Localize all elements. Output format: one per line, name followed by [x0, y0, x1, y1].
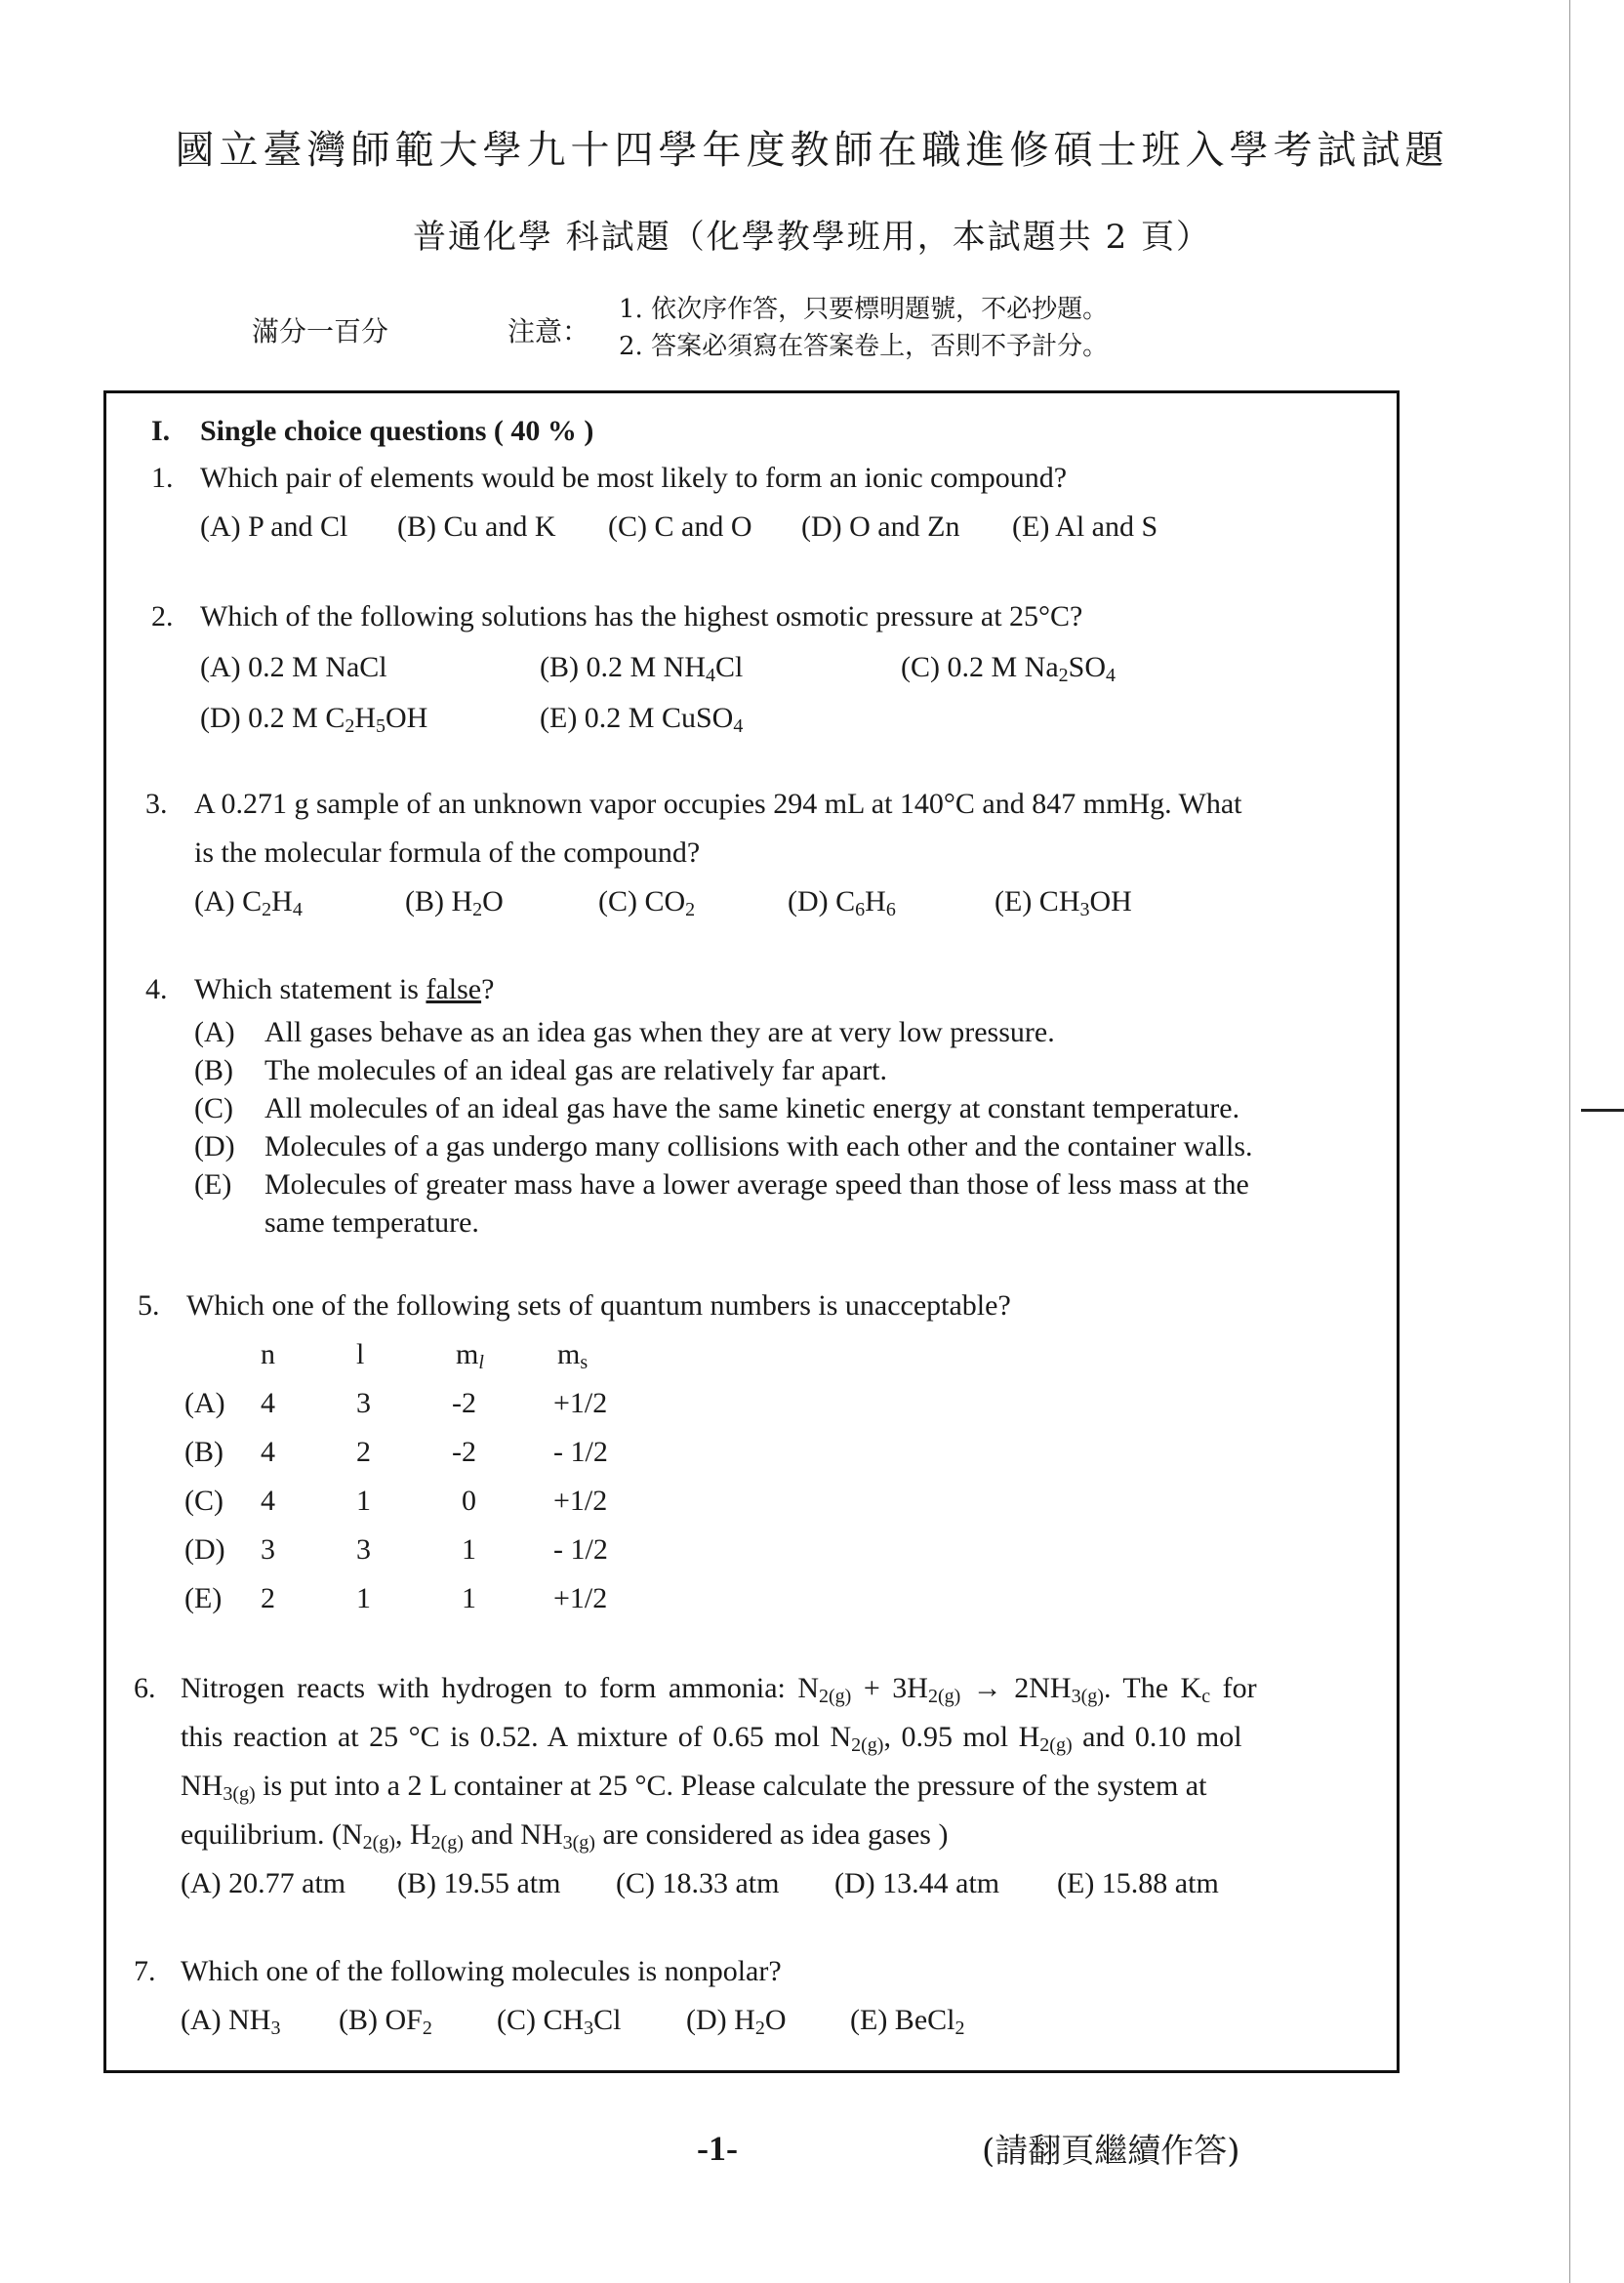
section-number: I. [151, 415, 171, 447]
q3-option-c: (C) $CO_2$ [598, 885, 696, 920]
q2-number: 2. [151, 600, 174, 632]
q1-text: Which pair of elements would be most likely to form an ionic compound? [200, 462, 1068, 494]
q7-option-b: (B) $OF_2$ [339, 2004, 432, 2039]
q4-text: Which statement is false? [194, 973, 495, 1005]
q2-option-a: (A) 0.2 M NaCl [200, 651, 387, 683]
q3-option-a: (A) $C_2H_4$ [194, 885, 303, 920]
question-box [103, 390, 1400, 2073]
exam-subtitle: 普通化學 科試題（化學教學班用，本試題共 2 頁） [412, 218, 1212, 257]
q5-row-ml: 1 [462, 1533, 476, 1566]
section-title: Single choice questions ( 40 % ) [200, 415, 594, 447]
q6-text-line3: $NH_{3(g)}$ is put into a 2 L container at 25 °C. Please calculate the pressure of the system at [181, 1770, 1207, 1805]
q2-text: Which of the following solutions has the highest osmotic pressure at 25°C? [200, 600, 1083, 632]
q4-option-text: The molecules of an ideal gas are relatively far apart. [264, 1054, 888, 1086]
q3-option-b: (B) $H_2O$ [405, 885, 504, 920]
q5-header-n: n [261, 1338, 275, 1370]
notice-item-2: 2. 答案必須寫在答案卷上，否則不予計分。 [619, 332, 1109, 361]
q5-row-n: 4 [261, 1436, 275, 1468]
q5-row-label: (D) [184, 1533, 225, 1566]
q7-text: Which one of the following molecules is nonpolar? [181, 1955, 782, 1987]
q2-option-e: (E) 0.2 M CuSO$_4$ [540, 702, 744, 737]
q5-row-ml: -2 [452, 1436, 476, 1468]
q4-option-label: (B) [194, 1054, 233, 1086]
q6-number: 6. [134, 1672, 156, 1704]
q3-option-d: (D) $C_6H_6$ [788, 885, 896, 920]
page-number: -1- [697, 2129, 738, 2168]
q5-header-l: l [356, 1338, 365, 1370]
q5-row-n: 4 [261, 1387, 275, 1419]
q4-option-label: (A) [194, 1016, 235, 1048]
q5-text: Which one of the following sets of quantum numbers is unacceptable? [186, 1289, 1011, 1322]
q5-row-ms: +1/2 [553, 1387, 608, 1419]
q5-header-ml: $m_l$ [456, 1338, 484, 1373]
q5-row-ml: 0 [462, 1485, 476, 1517]
q1-number: 1. [151, 462, 174, 494]
q4-number: 4. [145, 973, 168, 1005]
q1-option-b: (B) Cu and K [397, 510, 556, 543]
score-label: 滿分一百分 [252, 315, 389, 347]
notice-item-1: 1. 依次序作答，只要標明題號，不必抄題。 [619, 295, 1109, 324]
q6-option-d: (D) 13.44 atm [834, 1867, 1000, 1899]
q2-option-c: (C) 0.2 M $Na_2SO_4$ [901, 651, 1116, 686]
q6-option-c: (C) 18.33 atm [616, 1867, 780, 1899]
q5-row-ml: -2 [452, 1387, 476, 1419]
q4-option-text: Molecules of greater mass have a lower average speed than those of less mass at the [264, 1168, 1249, 1201]
q5-row-n: 2 [261, 1582, 275, 1614]
q5-row-ml: 1 [462, 1582, 476, 1614]
q5-row-l: 1 [356, 1582, 371, 1614]
scan-edge-line [1569, 0, 1570, 2283]
q5-row-l: 1 [356, 1485, 371, 1517]
q3-number: 3. [145, 788, 168, 820]
q4-option-e-continuation: same temperature. [264, 1206, 479, 1239]
q5-header-ms: $m_s$ [557, 1338, 589, 1373]
q5-row-ms: +1/2 [553, 1485, 608, 1517]
q5-row-ms: - 1/2 [553, 1436, 608, 1468]
q6-text-line1: Nitrogen reacts with hydrogen to form ammonia: $N_{2(g)} + 3H_{2(g)} \to 2NH_{3(g)}$. The $K_c$ for [181, 1672, 1257, 1707]
q3-text-line1: A 0.271 g sample of an unknown vapor occupies 294 mL at 140°C and 847 mmHg. What [194, 788, 1242, 820]
q2-option-d: (D) 0.2 M $C_2H_5OH$ [200, 702, 428, 737]
q5-row-label: (A) [184, 1387, 225, 1419]
q5-row-l: 2 [356, 1436, 371, 1468]
q5-row-ms: +1/2 [553, 1582, 608, 1614]
q1-option-e: (E) Al and S [1012, 510, 1158, 543]
q6-option-e: (E) 15.88 atm [1057, 1867, 1219, 1899]
q7-number: 7. [134, 1955, 156, 1987]
q6-text-line4: equilibrium. ($N_{2(g)}$, $H_{2(g)}$ and $NH_{3(g)}$ are considered as idea gases ) [181, 1818, 949, 1854]
notice-label: 注意： [508, 315, 590, 347]
q5-number: 5. [138, 1289, 160, 1322]
q1-option-c: (C) C and O [608, 510, 752, 543]
q4-option-text: All gases behave as an idea gas when they are at very low pressure. [264, 1016, 1055, 1048]
q5-row-l: 3 [356, 1387, 371, 1419]
q4-option-label: (C) [194, 1092, 233, 1124]
q7-option-c: (C) $CH_3Cl$ [497, 2004, 622, 2039]
q3-option-e: (E) $CH_3OH$ [995, 885, 1132, 920]
q4-option-text: All molecules of an ideal gas have the same kinetic energy at constant temperature. [264, 1092, 1240, 1124]
scan-edge-mark [1581, 1109, 1624, 1112]
q4-option-label: (E) [194, 1168, 232, 1201]
q6-text-line2: this reaction at 25 °C is 0.52. A mixture of 0.65 mol $N_{2(g)}$, 0.95 mol $H_{2(g)}$ and 0.10 mol [181, 1721, 1242, 1756]
exam-title: 國立臺灣師範大學九十四學年度教師在職進修碩士班入學考試試題 [175, 128, 1449, 173]
q4-option-label: (D) [194, 1130, 235, 1162]
q7-option-d: (D) $H_2O$ [686, 2004, 787, 2039]
q5-row-ms: - 1/2 [553, 1533, 608, 1566]
q7-option-a: (A) $NH_3$ [181, 2004, 281, 2039]
q3-text-line2: is the molecular formula of the compound? [194, 836, 701, 869]
q5-row-n: 4 [261, 1485, 275, 1517]
continue-note: (請翻頁繼續作答) [982, 2132, 1240, 2171]
q5-row-l: 3 [356, 1533, 371, 1566]
q4-option-text: Molecules of a gas undergo many collisions with each other and the container walls. [264, 1130, 1253, 1162]
q1-option-d: (D) O and Zn [801, 510, 960, 543]
q5-row-label: (B) [184, 1436, 223, 1468]
q1-option-a: (A) P and Cl [200, 510, 348, 543]
q5-row-n: 3 [261, 1533, 275, 1566]
q7-option-e: (E) BeCl$_2$ [850, 2004, 965, 2039]
q6-option-a: (A) 20.77 atm [181, 1867, 346, 1899]
q5-row-label: (E) [184, 1582, 223, 1614]
q6-option-b: (B) 19.55 atm [397, 1867, 561, 1899]
q2-option-b: (B) 0.2 M $NH_4Cl$ [540, 651, 744, 686]
q5-row-label: (C) [184, 1485, 223, 1517]
